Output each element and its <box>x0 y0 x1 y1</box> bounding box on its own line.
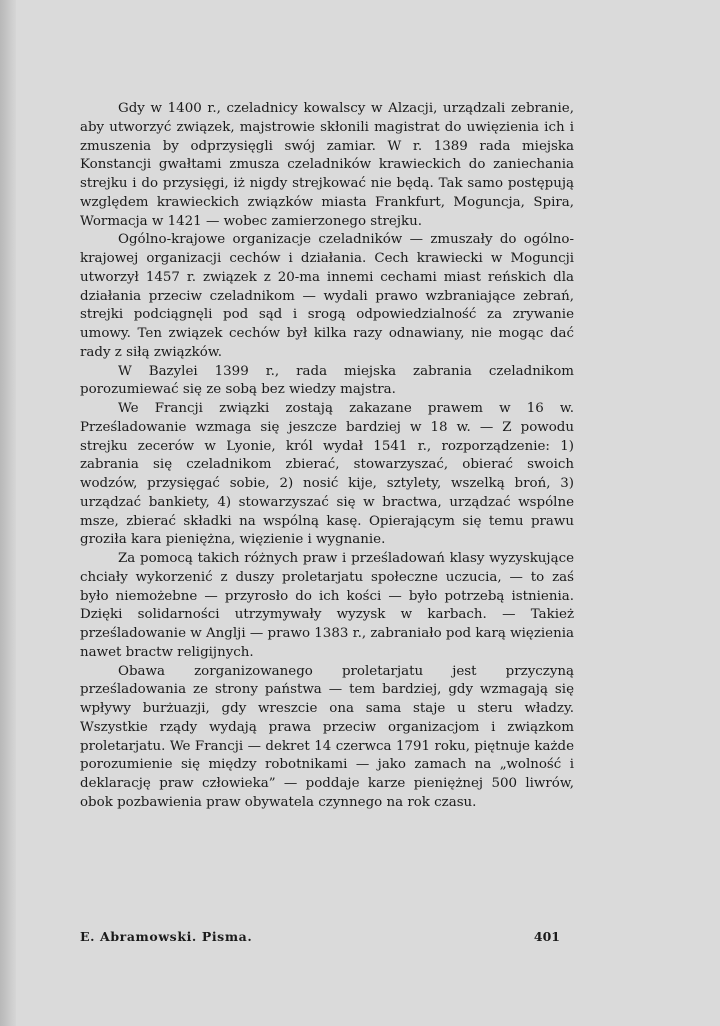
paragraph: Za pomocą takich różnych praw i prześladowań klasy wyzyskujące chciały wykorzenić z duszy proletarjatu społeczne uczucia, — to zaś było niemożebne — przyrosło do ich kości — było potrzebą istnienia. Dzięki solidarności utrzymywały wyzysk w karbach. — Takież prześladowanie w Anglji — prawo 1383 r., zabraniało pod karą więzienia nawet bractw religijnych. <box>80 551 574 660</box>
paragraph: Ogólno-krajowe organizacje czeladników — zmuszały do ogólno-krajowej organizacji cechów i działania. Cech krawiecki w Moguncji utworzył 1457 r. związek z 20-ma innemi cechami miast reńskich dla działania przeciw czeladnikom — wydali prawo wzbraniające zebrań, strejki podciągnęli pod sąd i srogą odpowiedzialność za zrywanie umowy. Ten związek cechów był kilka razy odnawiany, nie mogąc dać rady z siłą związków. <box>80 232 574 360</box>
paragraph: W Bazylei 1399 r., rada miejska zabrania czeladnikom porozumiewać się ze sobą bez wiedzy majstra. <box>80 363 574 398</box>
body-text <box>80 100 574 813</box>
page-footer <box>80 925 574 947</box>
paragraph: Gdy w 1400 r., czeladnicy kowalscy w Alzacji, urządzali zebranie, aby utworzyć związek, majstrowie skłonili magistrat do uwięzienia ich i zmuszenia by odprzysięgli swój zamiar. W r. 1389 rada miejska Konstancji gwałtami zmusza czeladników krawieckich do zaniechania strejku i do przysięgi, iż nigdy strejkować nie będą. Tak samo postępują względem krawieckich związków miasta Frankfurt, Moguncja, Spira, Wormacja w 1421 — wobec zamierzonego strejku. <box>80 101 574 229</box>
page-number: 401 <box>533 929 560 944</box>
paragraph: We Francji związki zostają zakazane prawem w 16 w. Prześladowanie wzmaga się jeszcze bardziej w 18 w. — Z powodu strejku zecerów w Lyonie, król wydał 1541 r., rozporządzenie: 1) zabrania się czeladnikom zbierać, stowarzyszać, obierać swoich wodzów, przysięgać sobie, 2) nosić kije, sztylety, wszelką broń, 3) urządzać bankiety, 4) stowarzyszać się w bractwa, urządzać wspólne msze, zbierać składki na wspólną kasę. Opierającym się temu prawu groziła kara pieniężna, więzienie i wygnanie. <box>80 401 574 548</box>
paragraph: Obawa zorganizowanego proletarjatu jest przyczyną prześladowania ze strony państwa — tem bardziej, gdy wzmagają się wpływy burżuazji, gdy wreszcie ona sama staje u steru władzy. Wszystkie rządy wydają prawa przeciw organizacjom i związkom proletarjatu. We Francji — dekret 14 czerwca 1791 roku, piętnuje każde porozumienie się między robotnikami — jako zamach na „wolność i deklarację praw człowieka” — poddaje karze pieniężnej 500 liwrów, obok pozbawienia praw obywatela czynnego na rok czasu. <box>80 663 574 810</box>
footer-author: E. Abramowski. Pisma. <box>80 929 253 944</box>
page-edge-shadow <box>0 0 16 1026</box>
